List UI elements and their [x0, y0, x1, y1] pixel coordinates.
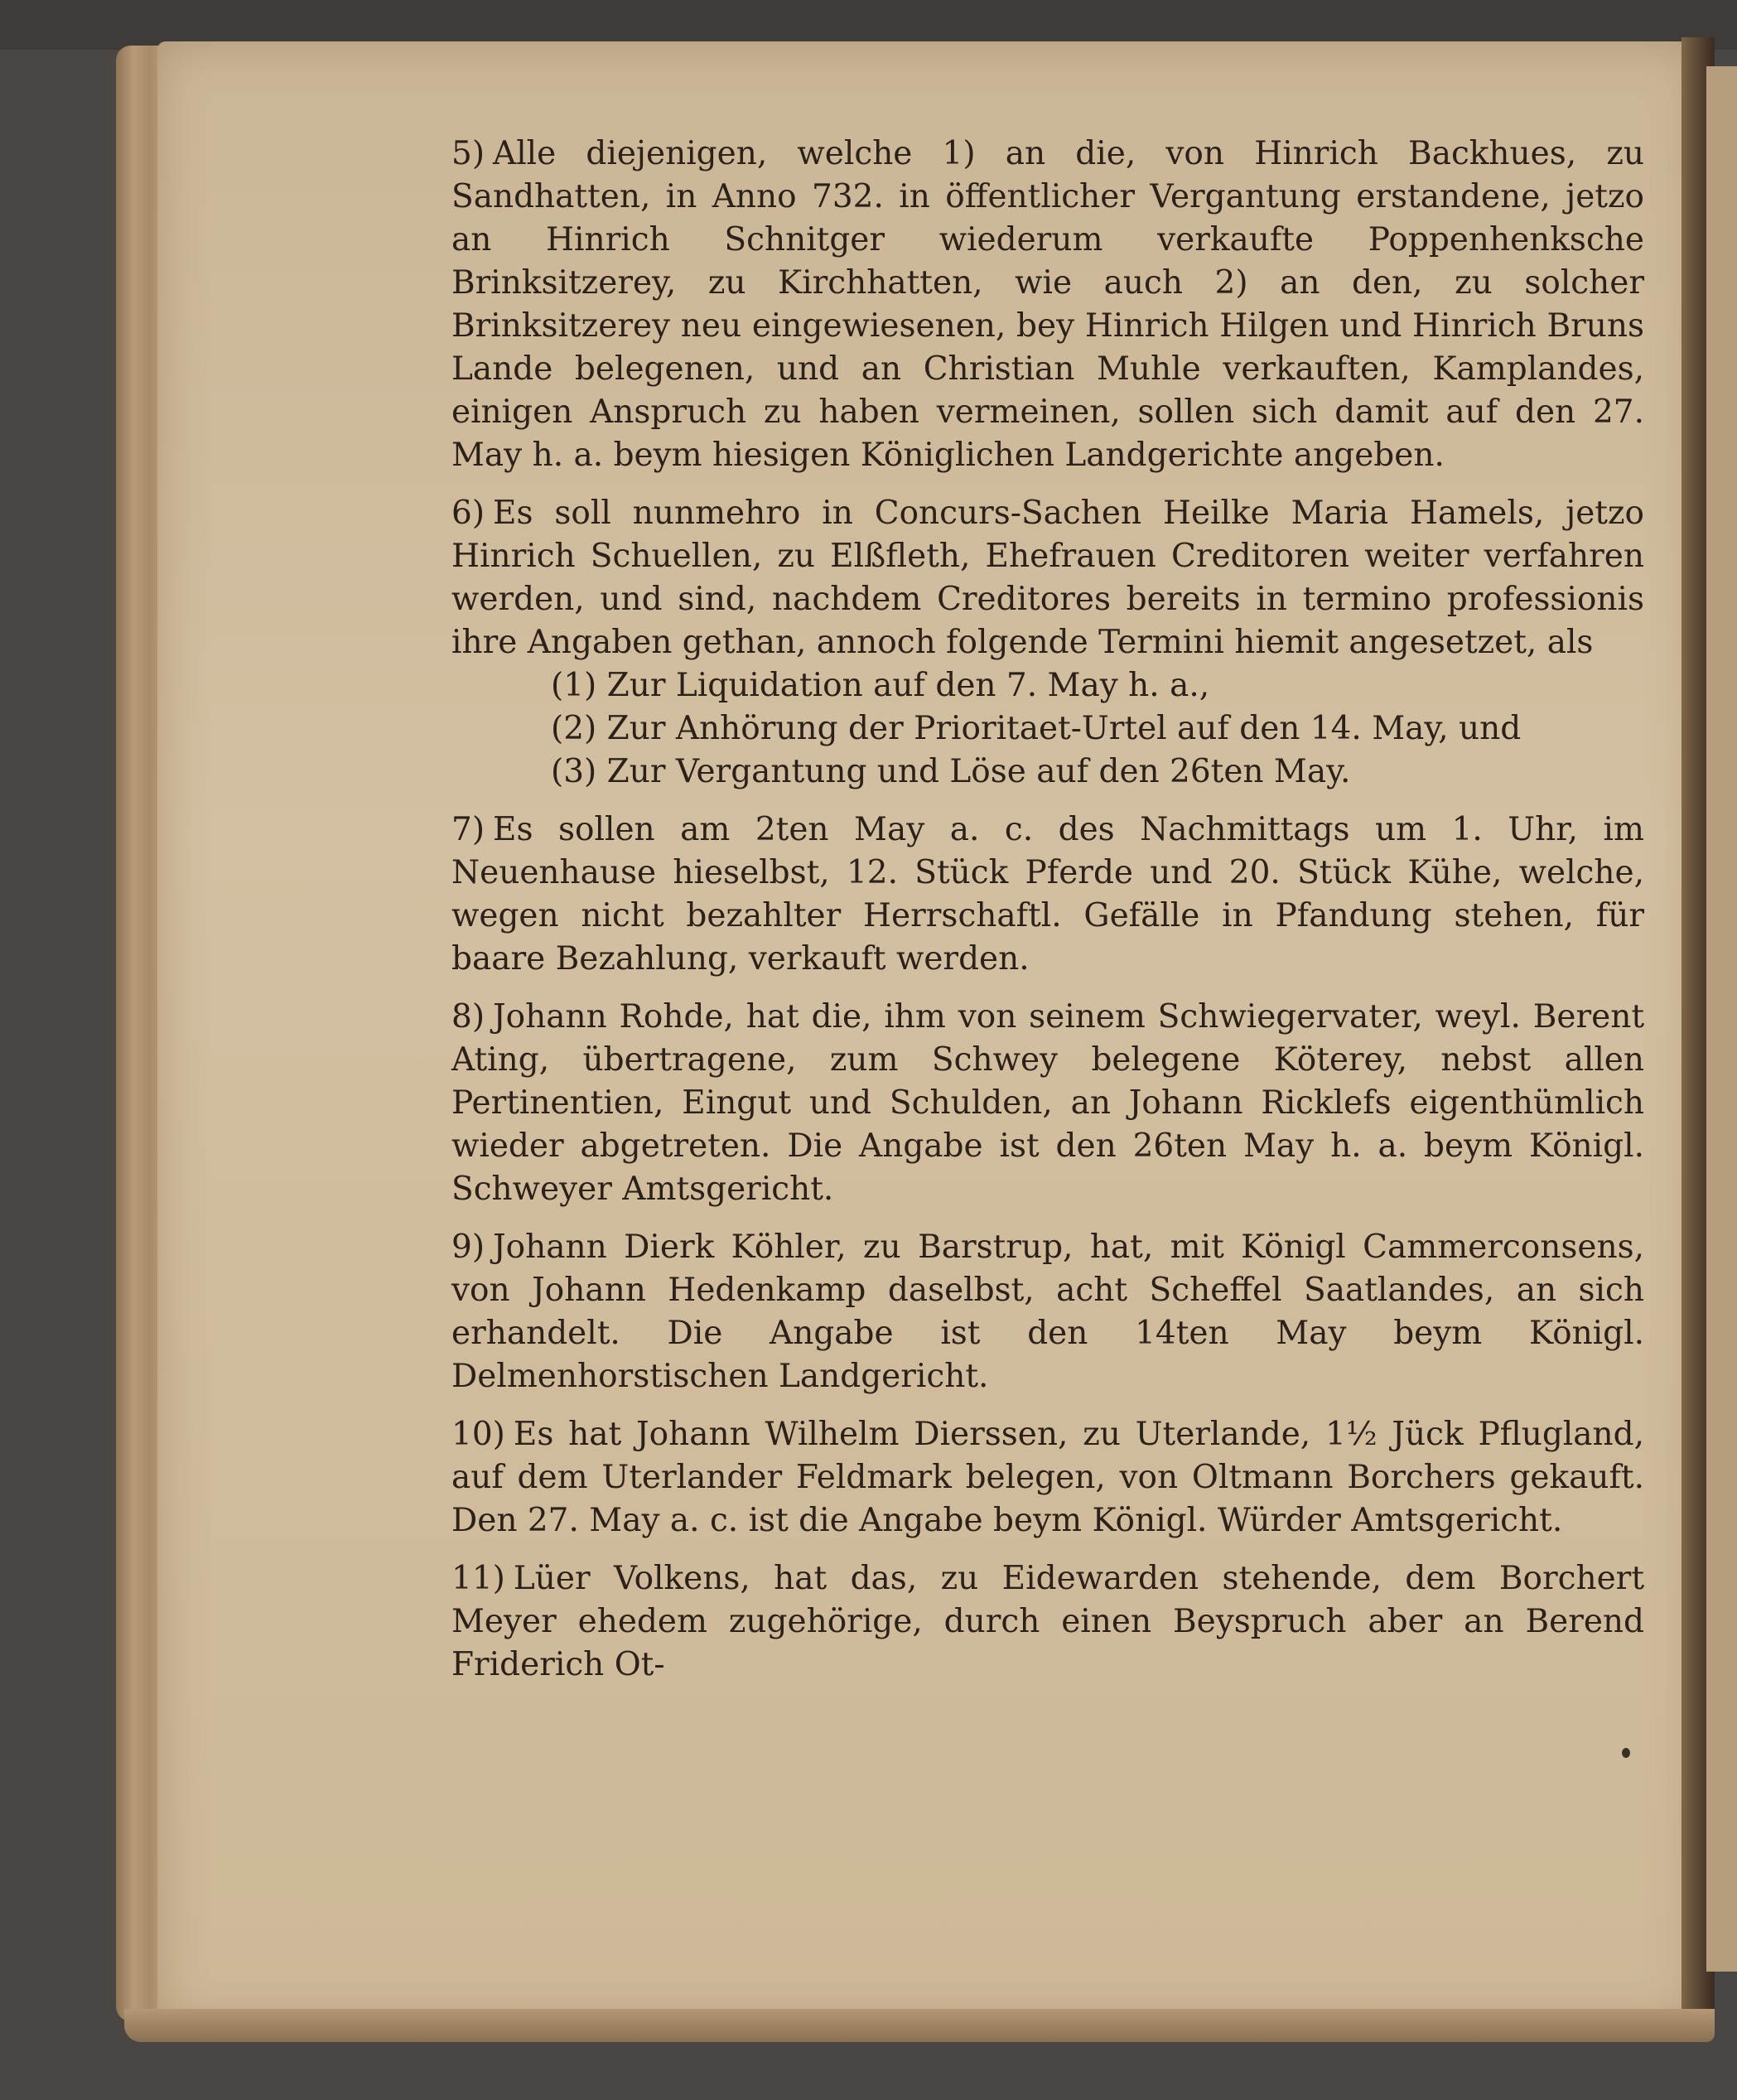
entry-6	[451, 492, 1644, 794]
entry-text: Johann Dierk Köhler, zu Barstrup, hat, mit Königl Cammerconsens, von Johann Hedenkamp daselbst, acht Scheffel Saatlandes, an sich erhandelt. Die Angabe ist den 14ten May beym Königl. Delmenhorstischen Landgericht.	[451, 1229, 1644, 1395]
entry-text: Es soll nunmehro in Concurs-Sachen Heilke Maria Hamels, jetzo Hinrich Schuellen, zu Elßfleth, Ehefrauen Creditoren weiter verfahren werden, und sind, nachdem Creditores bereits in termino professionis ihre Angaben gethan, annoch folgende Termini hiemit angesetzet, als	[451, 495, 1644, 661]
entry-10	[451, 1413, 1644, 1542]
facing-page-edge	[1706, 66, 1737, 1972]
page-text	[451, 133, 1644, 1702]
entry-number: 11)	[451, 1560, 505, 1597]
entry-5	[451, 133, 1644, 477]
entry-text: Alle diejenigen, welche 1) an die, von Hinrich Backhues, zu Sandhatten, in Anno 732. in öffentlicher Vergantung erstandene, jetzo an Hinrich Schnitger wiederum verkaufte Poppenhenksche Brinksitzerey, zu Kirchhatten, wie auch 2) an den, zu solcher Brinksitzerey neu eingewiesenen, bey Hinrich Hilgen und Hinrich Bruns Lande belegenen, und an Christian Muhle verkauften, Kamplandes, einigen Anspruch zu haben vermeinen, sollen sich damit auf den 27. May h. a. beym hiesigen Königlichen Landgerichte angeben.	[451, 135, 1644, 474]
entry-text: Es hat Johann Wilhelm Dierssen, zu Uterlande, 1½ Jück Pflugland, auf dem Uterlander Feldmark belegen, von Oltmann Borchers gekauft. Den 27. May a. c. ist die Angabe beym Königl. Würder Amtsgericht.	[451, 1416, 1644, 1539]
entry-number: 5)	[451, 135, 485, 172]
entry-7	[451, 809, 1644, 981]
entry-number: 7)	[451, 811, 485, 848]
entry-number: 10)	[451, 1416, 505, 1453]
term-vergantung: (3) Zur Vergantung und Löse auf den 26ten May.	[551, 753, 1351, 790]
ink-spot	[1622, 1748, 1630, 1758]
entry-8	[451, 996, 1644, 1211]
entry-number: 8)	[451, 998, 485, 1036]
entry-number: 6)	[451, 495, 485, 532]
entry-text: Johann Rohde, hat die, ihm von seinem Schwiegervater, weyl. Berent Ating, übertragene, zum Schwey belegene Köterey, nebst allen Pertinentien, Eingut und Schulden, an Johann Ricklefs eigenthümlich wieder abgetreten. Die Angabe ist den 26ten May h. a. beym Königl. Schweyer Amtsgericht.	[451, 998, 1644, 1208]
page-bottom-edge	[124, 2009, 1715, 2042]
entry-11	[451, 1557, 1644, 1687]
entry-text: Lüer Volkens, hat das, zu Eidewarden stehende, dem Borchert Meyer ehedem zugehörige, durch einen Beyspruch aber an Berend Friderich Ot-	[451, 1560, 1644, 1683]
entry-9	[451, 1226, 1644, 1398]
entry-text: Es sollen am 2ten May a. c. des Nachmittags um 1. Uhr, im Neuenhause hieselbst, 12. Stück Pferde und 20. Stück Kühe, welche, wegen nicht bezahlter Herrschaftl. Gefälle in Pfandung stehen, für baare Bezahlung, verkauft werden.	[451, 811, 1644, 978]
term-prioritaet: (2) Zur Anhörung der Prioritaet-Urtel auf den 14. May, und	[551, 710, 1522, 747]
term-liquidation: (1) Zur Liquidation auf den 7. May h. a.,	[551, 667, 1210, 704]
entry-number: 9)	[451, 1229, 485, 1266]
